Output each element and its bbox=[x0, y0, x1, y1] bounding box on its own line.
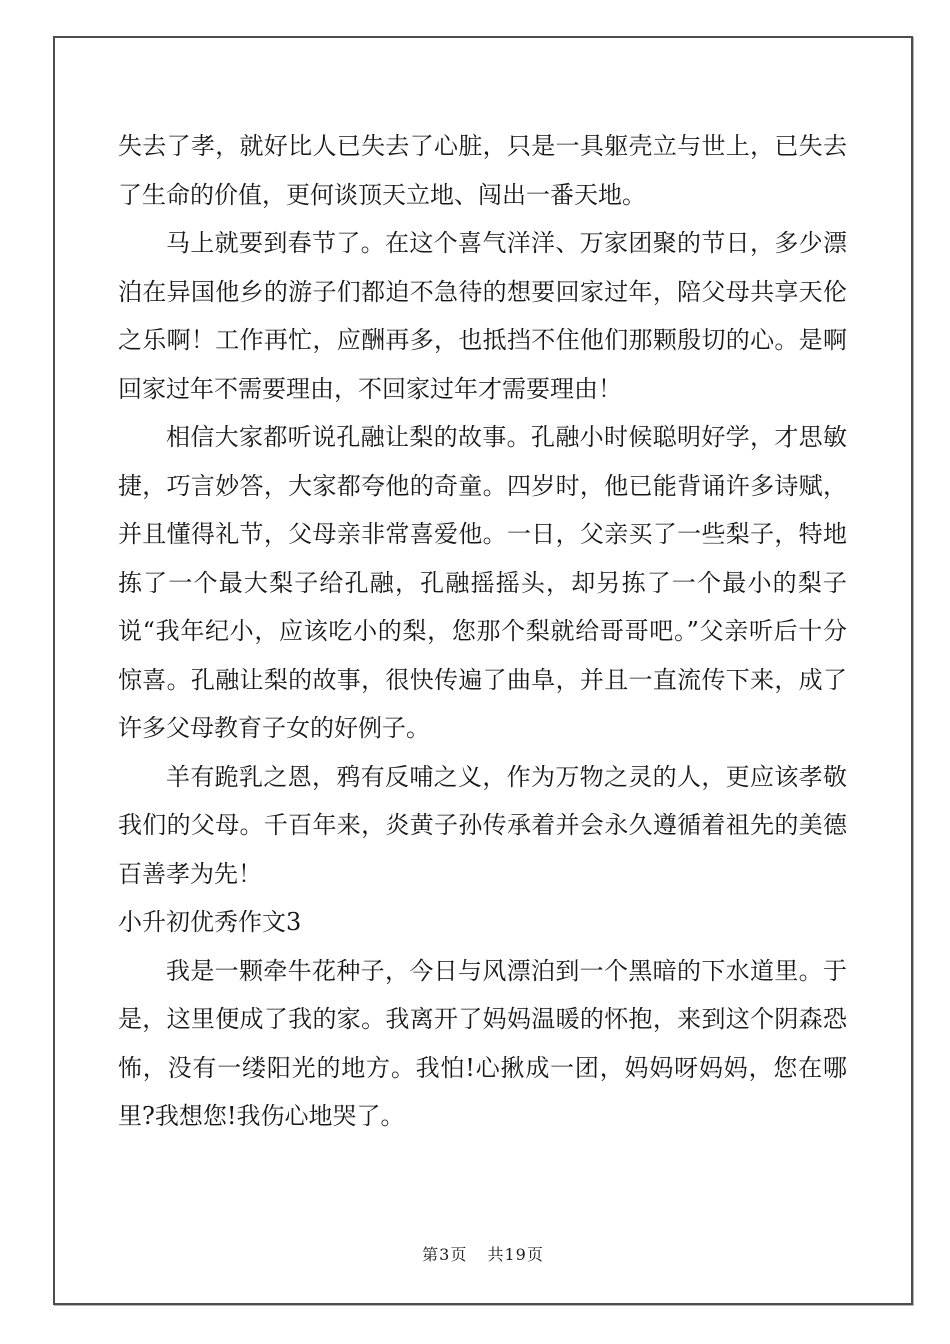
document-body bbox=[118, 122, 847, 1141]
page-border bbox=[53, 36, 913, 1305]
paragraph-kongrong-pears: 相信大家都听说孔融让梨的故事。孔融小时候聪明好学，才思敏捷，巧言妙答，大家都夸他的奇童。四岁时，他已能背诵许多诗赋，并且懂得礼节，父母亲非常喜爱他。一日，父亲买了一些梨子，特地拣了一个最大梨子给孔融，孔融摇摇头，却另拣了一个最小的梨子说“我年纪小，应该吃小的梨，您那个梨就给哥哥吧。”父亲听后十分惊喜。孔融让梨的故事，很快传遍了曲阜，并且一直流传下来，成了许多父母教育子女的好例子。 bbox=[118, 423, 847, 742]
section-heading-essay-3: 小升初优秀作文3 bbox=[118, 908, 302, 936]
page-footer bbox=[55, 1242, 911, 1265]
current-page-number: 第3页 bbox=[422, 1245, 468, 1264]
paragraph-continuation: 失去了孝，就好比人已失去了心脏，只是一具躯壳立与世上，已失去了生命的价值，更何谈顶天立地、闯出一番天地。 bbox=[118, 132, 847, 209]
paragraph-spring-festival: 马上就要到春节了。在这个喜气洋洋、万家团聚的节日，多少漂泊在异国他乡的游子们都迫不急待的想要回家过年，陪父母共享天伦之乐啊！工作再忙，应酬再多，也抵挡不住他们那颗殷切的心。是啊回家过年不需要理由，不回家过年才需要理由！ bbox=[118, 229, 847, 403]
paragraph-morning-glory-seed: 我是一颗牵牛花种子，今日与风漂泊到一个黑暗的下水道里。于是，这里便成了我的家。我离开了妈妈温暖的怀抱，来到这个阴森恐怖，没有一缕阳光的地方。我怕!心揪成一团，妈妈呀妈妈，您在哪里?我想您!我伤心地哭了。 bbox=[118, 956, 847, 1130]
total-page-count: 共19页 bbox=[487, 1245, 544, 1264]
paragraph-filial-piety: 羊有跪乳之恩，鸦有反哺之义，作为万物之灵的人，更应该孝敬我们的父母。千百年来，炎黄子孙传承着并会永久遵循着祖先的美德百善孝为先！ bbox=[118, 762, 847, 888]
